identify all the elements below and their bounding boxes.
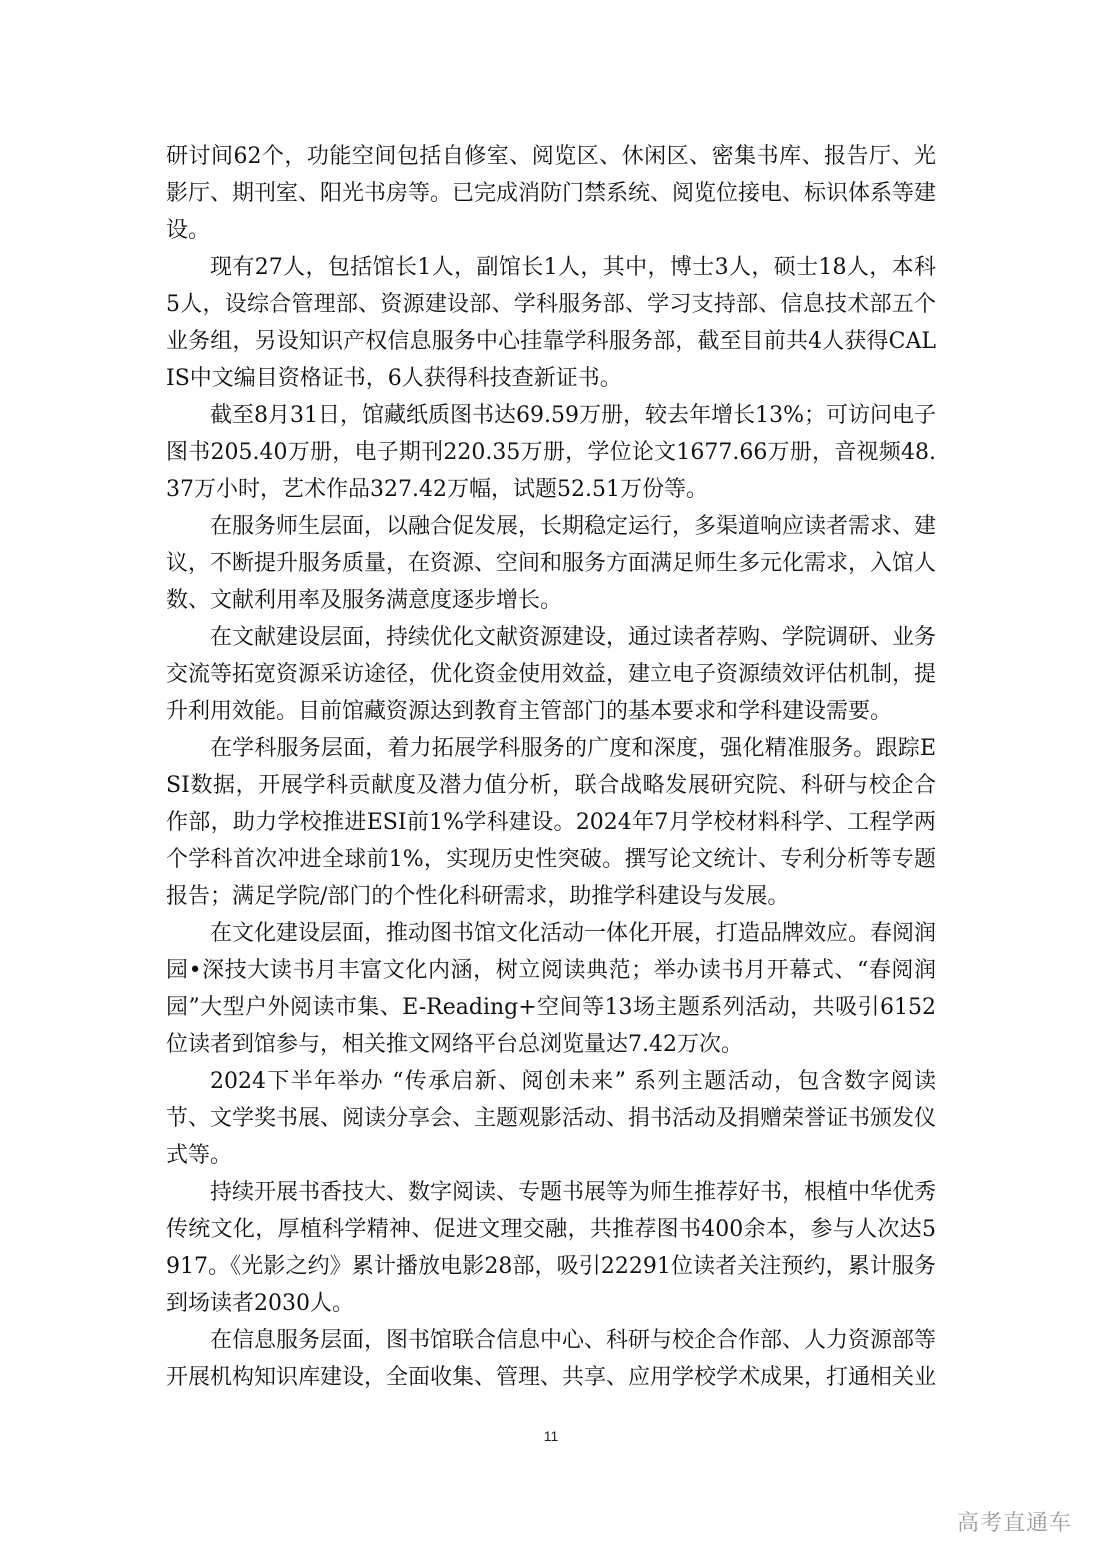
document-body (166, 138, 936, 1396)
paragraph: 截至8月31日，馆藏纸质图书达69.59万册，较去年增长13%；可访问电子图书205.40万册，电子期刊220.35万册，学位论文1677.66万册，音视频48.37万小时，艺术作品327.42万幅，试题52.51万份等。 (166, 403, 936, 502)
paragraph: 2024下半年举办 “传承启新、阅创未来” 系列主题活动，包含数字阅读节、文学奖书展、阅读分享会、主题观影活动、捐书活动及捐赠荣誉证书颁发仪式等。 (166, 1069, 937, 1168)
paragraph: 在文化建设层面，推动图书馆文化活动一体化开展，打造品牌效应。春阅润园•深技大读书月丰富文化内涵，树立阅读典范；举办读书月开幕式、“春阅润园”大型户外阅读市集、E-Reading+空间等13场主题系列活动，共吸引6152位读者到馆参与，相关推文网络平台总浏览量达7.42万次。 (166, 921, 937, 1057)
paragraph: 持续开展书香技大、数字阅读、专题书展等为师生推荐好书，根植中华优秀传统文化，厚植科学精神、促进文理交融，共推荐图书400余本，参与人次达5917。《光影之约》累计播放电影28部，吸引22291位读者关注预约，累计服务到场读者2030人。 (166, 1180, 937, 1316)
paragraph: 在信息服务层面，图书馆联合信息中心、科研与校企合作部、人力资源部等开展机构知识库建设，全面收集、管理、共享、应用学校学术成果，打通相关业 (166, 1328, 937, 1390)
paragraph: 现有27人，包括馆长1人，副馆长1人，其中，博士3人，硕士18人，本科5人，设综合管理部、资源建设部、学科服务部、学习支持部、信息技术部五个业务组，另设知识产权信息服务中心挂靠学科服务部，截至目前共4人获得CALIS中文编目资格证书，6人获得科技查新证书。 (166, 255, 936, 391)
page-number: 11 (543, 1428, 559, 1444)
watermark: 高考直通车 (956, 1511, 1072, 1536)
paragraph: 在文献建设层面，持续优化文献资源建设，通过读者荐购、学院调研、业务交流等拓宽资源采访途径，优化资金使用效益，建立电子资源绩效评估机制，提升利用效能。目前馆藏资源达到教育主管部门的基本要求和学科建设需要。 (166, 625, 937, 724)
paragraph: 在服务师生层面，以融合促发展，长期稳定运行，多渠道响应读者需求、建议，不断提升服务质量，在资源、空间和服务方面满足师生多元化需求，入馆人数、文献利用率及服务满意度逐步增长。 (166, 514, 937, 613)
paragraph: 在学科服务层面，着力拓展学科服务的广度和深度，强化精准服务。跟踪ESI数据，开展学科贡献度及潜力值分析，联合战略发展研究院、科研与校企合作部，助力学校推进ESI前1%学科建设。2024年7月学校材料科学、工程学两个学科首次冲进全球前1%，实现历史性突破。撰写论文统计、专利分析等专题报告；满足学院/部门的个性化科研需求，助推学科建设与发展。 (166, 736, 936, 909)
paragraph: 研讨间62个，功能空间包括自修室、阅览区、休闲区、密集书库、报告厅、光影厅、期刊室、阳光书房等。已完成消防门禁系统、阅览位接电、标识体系等建设。 (166, 144, 937, 243)
